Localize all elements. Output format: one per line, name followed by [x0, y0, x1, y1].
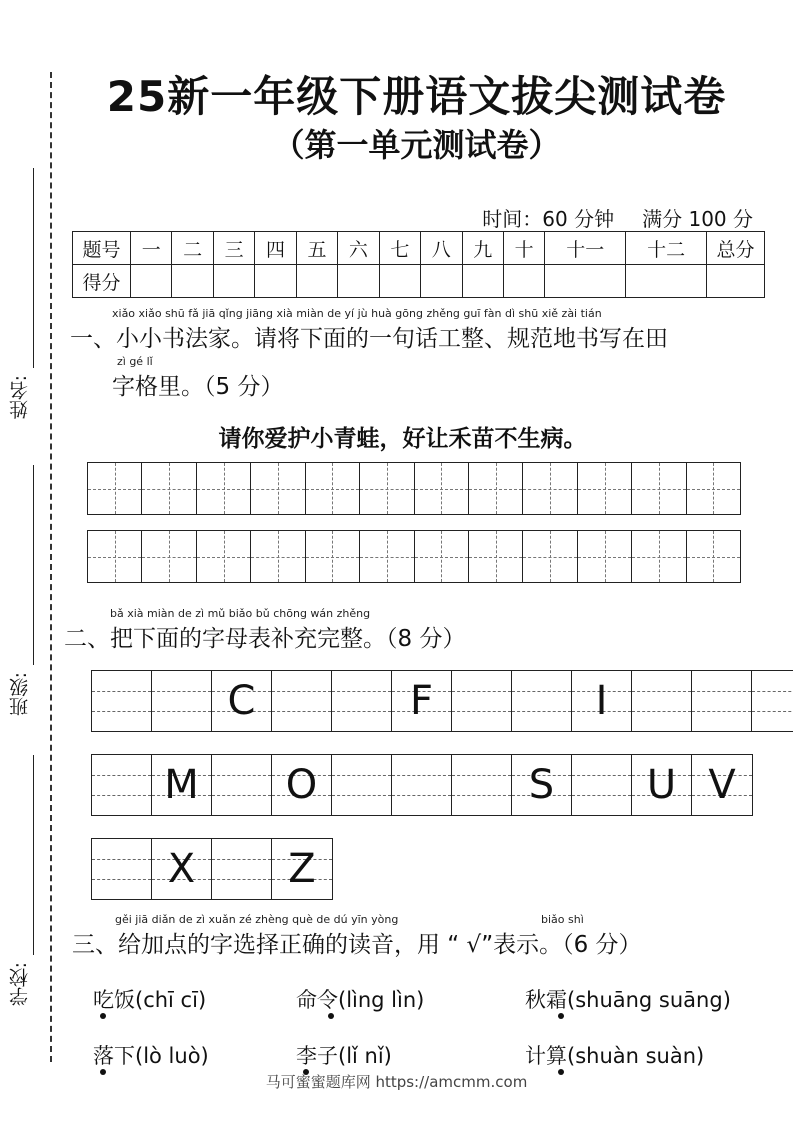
alphabet-letter-cell — [572, 671, 632, 731]
tianzige-cell[interactable] — [360, 531, 414, 582]
alphabet-letter-cell — [632, 755, 692, 815]
alphabet-blank-cell[interactable] — [692, 671, 752, 731]
tianzige-cell[interactable] — [197, 463, 251, 514]
tianzige-cell[interactable] — [142, 531, 196, 582]
alphabet-blank-cell[interactable] — [92, 839, 152, 899]
alphabet-blank-cell[interactable] — [332, 671, 392, 731]
tianzige-cell[interactable] — [306, 531, 360, 582]
q3-pinyin: gěi jiā diǎn de zì xuǎn zé zhèng què de dú yīn yòng — [115, 913, 399, 926]
tianzige-cell[interactable] — [523, 463, 577, 514]
emphasis-dot — [558, 1013, 564, 1019]
alphabet-letter: F — [409, 678, 433, 724]
alphabet-letter: O — [285, 762, 318, 808]
exam-title: 25新一年级下册语文拔尖测试卷 — [106, 72, 727, 121]
alphabet-letter-cell — [392, 671, 452, 731]
reading-item-4[interactable]: 落下(lò luò) — [93, 1044, 209, 1068]
alphabet-letter: U — [646, 762, 677, 808]
alphabet-letter: V — [708, 762, 736, 808]
reading-item-2[interactable]: 命令(lìng lìn) — [296, 988, 425, 1012]
score-header-cell: 总分 — [707, 232, 765, 265]
score-input-cell[interactable] — [379, 265, 420, 298]
tianzige-cell[interactable] — [632, 531, 686, 582]
score-input-cell[interactable] — [545, 265, 626, 298]
q3-heading: 三、给加点的字选择正确的读音，用 “ √”表示。（6 分） — [72, 932, 642, 958]
alphabet-blank-cell[interactable] — [92, 755, 152, 815]
score-header-cell: 二 — [172, 232, 213, 265]
score-input-cell[interactable] — [707, 265, 765, 298]
alphabet-letter-cell — [152, 839, 212, 899]
score-header-cell: 题号 — [73, 232, 131, 265]
alphabet-blank-cell[interactable] — [212, 755, 272, 815]
tianzige-cell[interactable] — [523, 531, 577, 582]
score-info: 满分 100 分 — [642, 207, 753, 231]
tianzige-row-2[interactable] — [87, 530, 741, 583]
q1-sentence: 请你爱护小青蛙，好让禾苗不生病。 — [218, 426, 587, 452]
alphabet-blank-cell[interactable] — [392, 755, 452, 815]
tianzige-cell[interactable] — [469, 531, 523, 582]
alphabet-letter-cell — [512, 755, 572, 815]
score-input-cell[interactable] — [213, 265, 254, 298]
tianzige-row-1[interactable] — [87, 462, 741, 515]
alphabet-blank-cell[interactable] — [752, 671, 793, 731]
binding-dashed-line — [50, 72, 52, 1062]
alphabet-letter-cell — [272, 839, 332, 899]
reading-item-5[interactable]: 李子(lǐ nǐ) — [296, 1044, 392, 1068]
score-input-cell[interactable] — [131, 265, 172, 298]
q1-heading-line2: 字格里。（5 分） — [112, 374, 284, 400]
tianzige-cell[interactable] — [415, 463, 469, 514]
q2-heading: 二、把下面的字母表补充完整。（8 分） — [64, 626, 466, 652]
alphabet-row-2 — [91, 754, 753, 816]
tianzige-cell[interactable] — [251, 463, 305, 514]
alphabet-letter: I — [595, 678, 608, 724]
score-input-cell[interactable] — [462, 265, 503, 298]
alphabet-blank-cell[interactable] — [332, 755, 392, 815]
q3-pinyin-b: biǎo shì — [541, 913, 584, 926]
q1-pinyin-line2: zì gé lǐ — [117, 355, 153, 368]
name-label: 姓名: — [9, 375, 31, 420]
alphabet-blank-cell[interactable] — [92, 671, 152, 731]
tianzige-cell[interactable] — [88, 531, 142, 582]
tianzige-cell[interactable] — [197, 531, 251, 582]
tianzige-cell[interactable] — [142, 463, 196, 514]
alphabet-blank-cell[interactable] — [152, 671, 212, 731]
score-header-cell: 四 — [255, 232, 296, 265]
tianzige-cell[interactable] — [578, 531, 632, 582]
time-info: 时间：60 分钟 — [482, 207, 615, 231]
alphabet-blank-cell[interactable] — [632, 671, 692, 731]
q1-pinyin: xiǎo xiǎo shū fǎ jiā qǐng jiāng xià miàn de yí jù huà gōng zhěng guī fàn dì shū xiě zài tián — [112, 307, 602, 320]
reading-item-1[interactable]: 吃饭(chī cī) — [93, 988, 207, 1012]
reading-item-3[interactable]: 秋霜(shuāng suāng) — [525, 988, 731, 1012]
tianzige-cell[interactable] — [687, 531, 740, 582]
score-header-cell: 五 — [296, 232, 337, 265]
time-bar — [454, 203, 753, 232]
alphabet-letter: M — [164, 762, 199, 808]
alphabet-letter: X — [167, 846, 196, 892]
alphabet-letter-cell — [272, 755, 332, 815]
alphabet-blank-cell[interactable] — [452, 755, 512, 815]
score-input-cell[interactable] — [626, 265, 707, 298]
tianzige-cell[interactable] — [469, 463, 523, 514]
score-input-cell[interactable] — [255, 265, 296, 298]
score-table — [72, 231, 765, 298]
tianzige-cell[interactable] — [687, 463, 740, 514]
class-label: 班级: — [9, 672, 31, 717]
alphabet-letter: C — [227, 678, 256, 724]
score-header-cell: 十二 — [626, 232, 707, 265]
name-fill-line — [33, 168, 34, 368]
score-value-row — [73, 265, 765, 298]
score-header-cell: 九 — [462, 232, 503, 265]
tianzige-cell[interactable] — [88, 463, 142, 514]
tianzige-cell[interactable] — [306, 463, 360, 514]
school-fill-line — [33, 755, 34, 955]
score-header-cell: 十 — [503, 232, 544, 265]
tianzige-cell[interactable] — [632, 463, 686, 514]
score-input-cell[interactable] — [421, 265, 462, 298]
score-header-cell: 十一 — [545, 232, 626, 265]
footer-watermark: 马可蜜蜜题库网 https://amcmm.com — [265, 1073, 528, 1091]
school-label: 学校: — [9, 962, 31, 1007]
emphasis-dot — [328, 1013, 334, 1019]
reading-item-6[interactable]: 计算(shuàn suàn) — [525, 1044, 705, 1068]
alphabet-row-3 — [91, 838, 333, 900]
score-header-row — [73, 232, 765, 265]
score-input-cell[interactable] — [296, 265, 337, 298]
score-input-cell[interactable] — [172, 265, 213, 298]
q1-heading: 一、小小书法家。请将下面的一句话工整、规范地书写在田 — [70, 326, 668, 352]
emphasis-dot — [100, 1013, 106, 1019]
alphabet-blank-cell[interactable] — [512, 671, 572, 731]
tianzige-cell[interactable] — [415, 531, 469, 582]
score-input-cell[interactable] — [338, 265, 379, 298]
alphabet-blank-cell[interactable] — [272, 671, 332, 731]
exam-subtitle: （第一单元测试卷） — [272, 126, 561, 164]
score-row-label: 得分 — [73, 265, 131, 298]
score-header-cell: 七 — [379, 232, 420, 265]
q2-pinyin: bǎ xià miàn de zì mǔ biǎo bǔ chōng wán zhěng — [110, 607, 371, 620]
alphabet-row-1 — [91, 670, 793, 732]
alphabet-blank-cell[interactable] — [452, 671, 512, 731]
alphabet-letter-cell — [692, 755, 752, 815]
class-fill-line — [33, 465, 34, 665]
score-header-cell: 三 — [213, 232, 254, 265]
alphabet-letter: Z — [288, 846, 316, 892]
tianzige-cell[interactable] — [578, 463, 632, 514]
score-header-cell: 一 — [131, 232, 172, 265]
alphabet-letter-cell — [212, 671, 272, 731]
score-header-cell: 六 — [338, 232, 379, 265]
score-header-cell: 八 — [421, 232, 462, 265]
alphabet-blank-cell[interactable] — [572, 755, 632, 815]
alphabet-blank-cell[interactable] — [212, 839, 272, 899]
alphabet-letter: S — [528, 762, 555, 808]
tianzige-cell[interactable] — [360, 463, 414, 514]
alphabet-letter-cell — [152, 755, 212, 815]
tianzige-cell[interactable] — [251, 531, 305, 582]
score-input-cell[interactable] — [503, 265, 544, 298]
